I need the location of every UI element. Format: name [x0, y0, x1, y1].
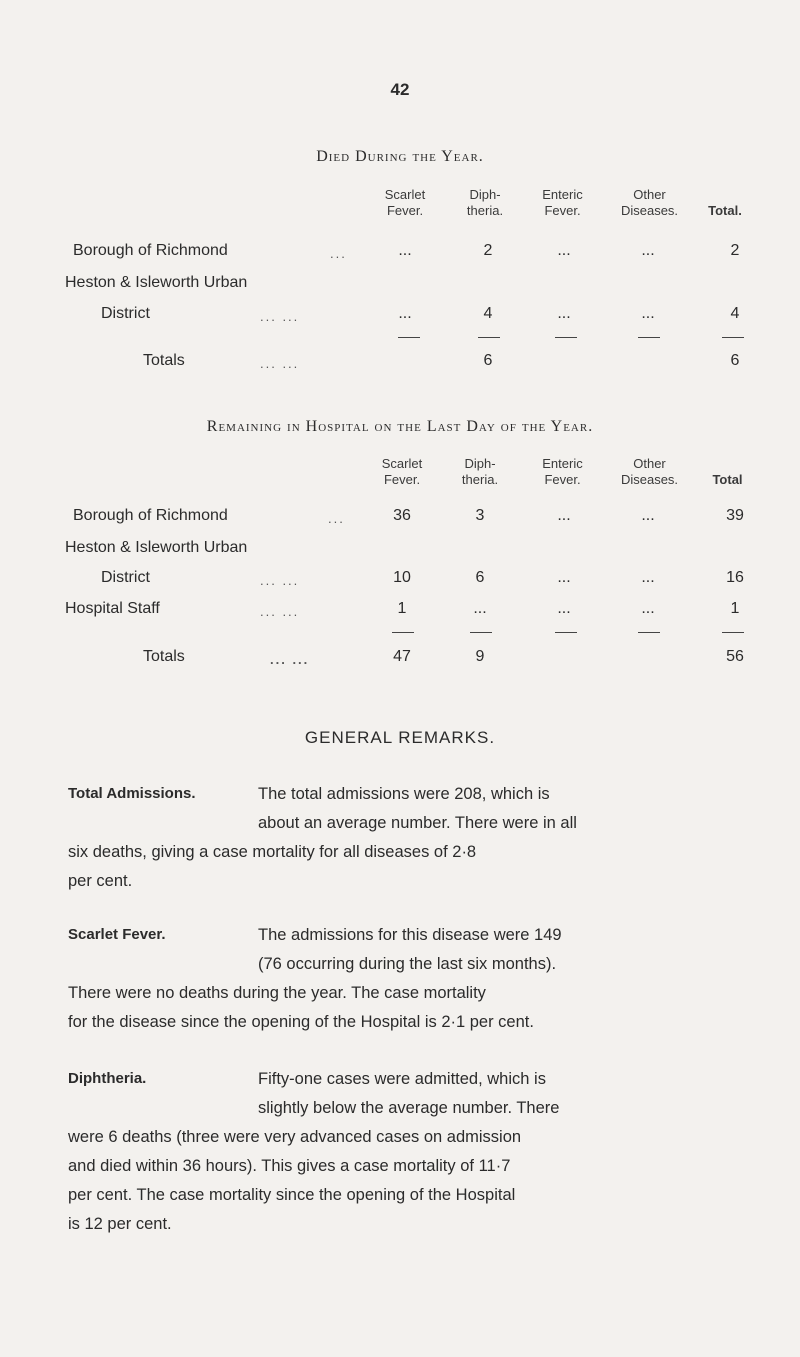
died-cell: ...: [641, 305, 655, 322]
died-row-label: Borough of Richmond: [73, 242, 228, 259]
sum-rule: [398, 337, 420, 338]
died-header-scarlet: Scarlet Fever.: [384, 187, 426, 218]
died-cell: 4: [483, 305, 493, 322]
died-cell: ...: [398, 242, 412, 259]
paragraph-line: (76 occurring during the last six months).: [258, 955, 557, 973]
page-number: 42: [390, 80, 410, 99]
remaining-header-enteric: Enteric Fever.: [542, 456, 583, 487]
remaining-cell: 10: [393, 569, 411, 586]
remaining-header-scarlet: Scarlet Fever.: [381, 456, 423, 487]
leader-dots: ... ...: [260, 356, 300, 371]
remaining-cell: 6: [475, 569, 485, 586]
remaining-row-label: Hospital Staff: [65, 600, 160, 617]
died-cell: 2: [483, 242, 493, 259]
paragraph-line: is 12 per cent.: [68, 1215, 172, 1233]
leader-dots: ...: [330, 246, 347, 261]
side-heading-diphtheria: Diphtheria.: [68, 1070, 147, 1087]
remaining-cell: 36: [393, 507, 411, 524]
general-remarks-title: GENERAL REMARKS.: [304, 728, 496, 747]
remaining-row-label: Heston & Isleworth Urban: [65, 539, 248, 556]
remaining-header-other: Other Diseases.: [620, 456, 679, 487]
remaining-cell: 56: [726, 648, 744, 665]
died-cell: ...: [557, 242, 571, 259]
remaining-header-total: Total: [712, 472, 743, 487]
remaining-cell: 1: [730, 600, 740, 617]
side-heading-scarlet-fever: Scarlet Fever.: [68, 926, 166, 943]
died-cell: ...: [557, 305, 571, 322]
remaining-cell: ...: [641, 600, 655, 617]
remaining-cell: 3: [475, 507, 485, 524]
paragraph-line: and died within 36 hours). This gives a case mortality of 11·7: [68, 1157, 511, 1175]
remaining-cell: 47: [393, 648, 411, 665]
died-cell: ...: [398, 305, 412, 322]
remaining-cell: ...: [473, 600, 487, 617]
remaining-row-label: District: [101, 569, 150, 586]
died-row-label: Heston & Isleworth Urban: [65, 274, 248, 291]
paragraph-line: slightly below the average number. There: [258, 1099, 560, 1117]
remaining-row-label: Borough of Richmond: [73, 507, 228, 524]
side-heading-total-admissions: Total Admissions.: [68, 785, 196, 802]
died-row-label: Totals: [143, 352, 185, 369]
remaining-header-diphtheria: Diph- theria.: [461, 456, 499, 487]
remaining-cell: ...: [557, 600, 571, 617]
paragraph-line: per cent.: [68, 872, 133, 890]
leader-dots: ... ...: [270, 652, 310, 667]
paragraph-line: There were no deaths during the year. The case mortality: [68, 984, 486, 1002]
sum-rule: [392, 632, 414, 633]
remaining-row-label: Totals: [143, 648, 185, 665]
leader-dots: ...: [328, 511, 345, 526]
died-header-total: Total.: [708, 203, 742, 218]
remaining-cell: ...: [641, 569, 655, 586]
paragraph-line: for the disease since the opening of the Hospital is 2·1 per cent.: [68, 1013, 534, 1031]
died-title: Died During the Year.: [316, 148, 484, 165]
died-cell: 6: [483, 352, 493, 369]
sum-rule: [555, 632, 577, 633]
sum-rule: [470, 632, 492, 633]
remaining-cell: ...: [641, 507, 655, 524]
leader-dots: ... ...: [260, 604, 300, 619]
died-cell: 4: [730, 305, 740, 322]
remaining-cell: ...: [557, 507, 571, 524]
leader-dots: ... ...: [260, 309, 300, 324]
paragraph-line: were 6 deaths (three were very advanced cases on admission: [68, 1128, 522, 1146]
paragraph-line: The admissions for this disease were 149: [258, 926, 562, 944]
sum-rule: [638, 632, 660, 633]
died-row-label: District: [101, 305, 150, 322]
remaining-title: Remaining in Hospital on the Last Day of the Year.: [206, 418, 594, 435]
sum-rule: [722, 632, 744, 633]
remaining-cell: 39: [726, 507, 744, 524]
sum-rule: [555, 337, 577, 338]
leader-dots: ... ...: [260, 573, 300, 588]
remaining-cell: 1: [397, 600, 407, 617]
paragraph-line: six deaths, giving a case mortality for all diseases of 2·8: [68, 843, 477, 861]
paragraph-line: about an average number. There were in all: [258, 814, 577, 832]
sum-rule: [722, 337, 744, 338]
died-header-diphtheria: Diph- theria.: [466, 187, 504, 218]
died-cell: 6: [730, 352, 740, 369]
paragraph-line: per cent. The case mortality since the opening of the Hospital: [68, 1186, 516, 1204]
sum-rule: [478, 337, 500, 338]
remaining-cell: 16: [726, 569, 744, 586]
remaining-cell: 9: [475, 648, 485, 665]
died-cell: ...: [641, 242, 655, 259]
remaining-cell: ...: [557, 569, 571, 586]
died-header-enteric: Enteric Fever.: [542, 187, 583, 218]
paragraph-line: The total admissions were 208, which is: [258, 785, 550, 803]
paragraph-line: Fifty-one cases were admitted, which is: [258, 1070, 546, 1088]
died-cell: 2: [730, 242, 740, 259]
died-header-other: Other Diseases.: [620, 187, 679, 218]
sum-rule: [638, 337, 660, 338]
